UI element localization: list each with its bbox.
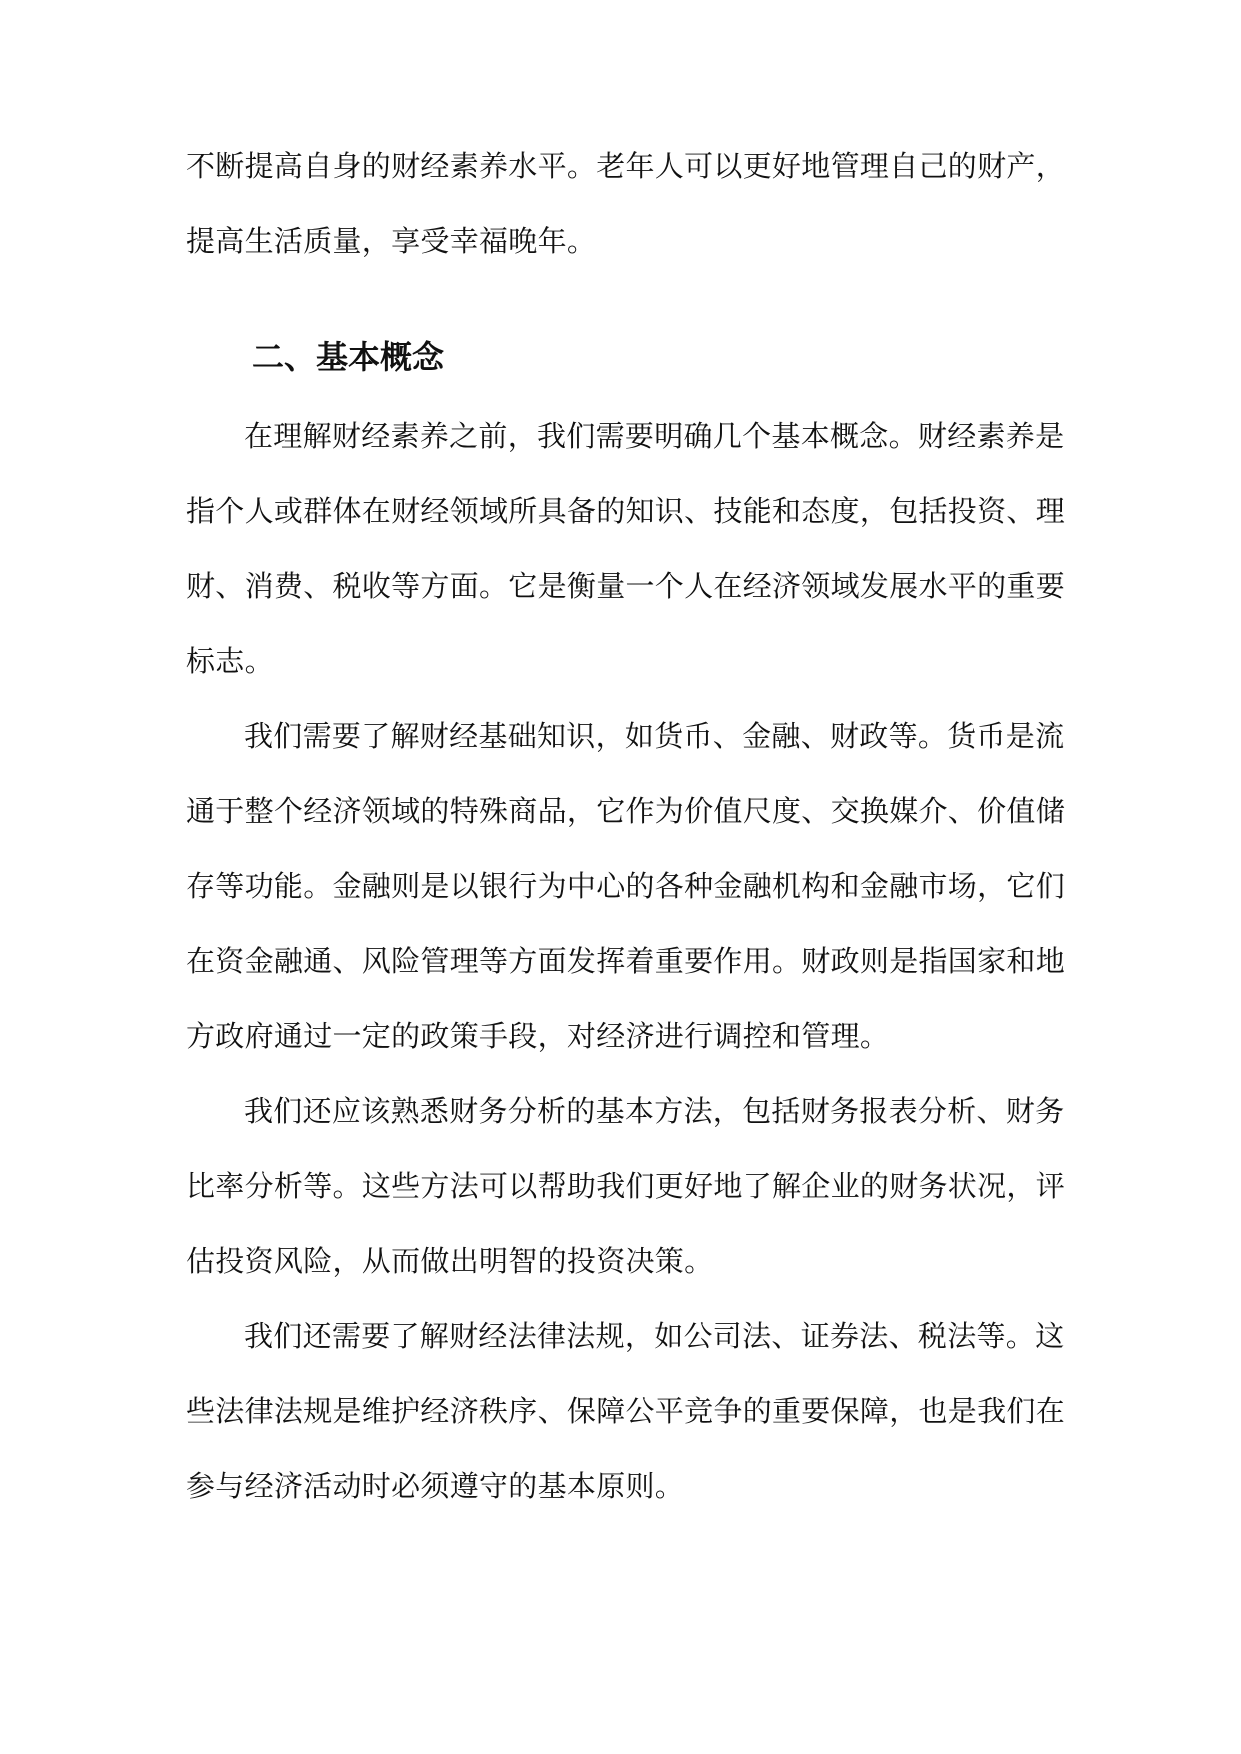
paragraph-line: 指个人或群体在财经领域所具备的知识、技能和态度，包括投资、理 <box>186 494 1066 528</box>
paragraph-line: 比率分析等。这些方法可以帮助我们更好地了解企业的财务状况，评 <box>186 1169 1066 1203</box>
paragraph-line: 方政府通过一定的政策手段，对经济进行调控和管理。 <box>186 1019 890 1053</box>
paragraph-line: 参与经济活动时必须遵守的基本原则。 <box>186 1469 685 1503</box>
section-heading: 二、基本概念 <box>252 338 445 376</box>
paragraph-line: 标志。 <box>186 644 274 678</box>
paragraph-line: 存等功能。金融则是以银行为中心的各种金融机构和金融市场，它们 <box>186 869 1066 903</box>
paragraph-line: 我们还需要了解财经法律法规，如公司法、证券法、税法等。这 <box>244 1319 1065 1353</box>
paragraph-line: 通于整个经济领域的特殊商品，它作为价值尺度、交换媒介、价值储 <box>186 794 1066 828</box>
paragraph-line: 我们需要了解财经基础知识，如货币、金融、财政等。货币是流 <box>244 719 1065 753</box>
intro-line: 提高生活质量，享受幸福晚年。 <box>186 224 597 258</box>
paragraph-line: 在资金融通、风险管理等方面发挥着重要作用。财政则是指国家和地 <box>186 944 1066 978</box>
intro-line: 不断提高自身的财经素养水平。老年人可以更好地管理自己的财产， <box>186 149 1066 183</box>
paragraph-line: 些法律法规是维护经济秩序、保障公平竞争的重要保障，也是我们在 <box>186 1394 1066 1428</box>
paragraph-line: 我们还应该熟悉财务分析的基本方法，包括财务报表分析、财务 <box>244 1094 1065 1128</box>
paragraph-line: 在理解财经素养之前，我们需要明确几个基本概念。财经素养是 <box>244 419 1065 453</box>
paragraph-line: 财、消费、税收等方面。它是衡量一个人在经济领域发展水平的重要 <box>186 569 1066 603</box>
paragraph-line: 估投资风险，从而做出明智的投资决策。 <box>186 1244 714 1278</box>
